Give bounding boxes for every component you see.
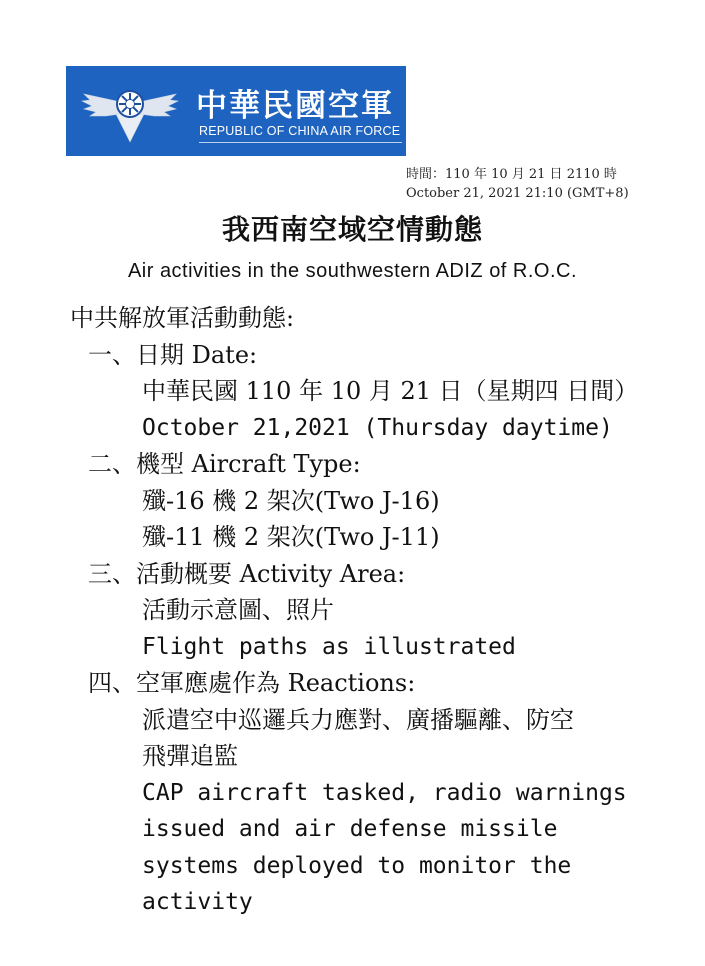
- timestamp-en: October 21, 2021 21:10 (GMT+8): [406, 186, 629, 201]
- date-en: October 21,2021 (Thursday daytime): [142, 414, 613, 441]
- reactions-en: activity: [142, 889, 253, 915]
- activity-area-zh: 活動示意圖、照片: [142, 596, 334, 624]
- reactions-zh: 派遣空中巡邏兵力應對、廣播驅離、防空: [142, 705, 574, 734]
- timestamp-block: [406, 165, 629, 203]
- rocaf-logo-banner: [66, 66, 406, 156]
- logo-english-text: REPUBLIC OF CHINA AIR FORCE: [199, 124, 401, 138]
- page-title-en: Air activities in the southwestern ADIZ of R.O.C.: [127, 260, 578, 282]
- reactions-en: systems deployed to monitor the: [142, 852, 572, 879]
- page-title-zh: 我西南空域空情動態: [221, 213, 483, 246]
- logo-chinese-text: 中華民國空軍: [196, 88, 394, 124]
- timestamp-zh: 時間：110 年 10 月 21 日 2110 時: [406, 167, 617, 182]
- activity-area-en: Flight paths as illustrated: [142, 633, 516, 660]
- aircraft-type-item: 殲-16 機 2 架次(Two J-16): [142, 486, 440, 515]
- date-zh: 中華民國 110 年 10 月 21 日（星期四 日間）: [142, 377, 639, 405]
- aircraft-type-item: 殲-11 機 2 架次(Two J-11): [142, 523, 440, 551]
- reactions-zh: 飛彈追監: [142, 742, 238, 770]
- activity-area-label: 三、活動概要 Activity Area:: [88, 559, 406, 588]
- aircraft-type-label: 二、機型 Aircraft Type:: [88, 450, 361, 478]
- air-force-emblem-icon: [80, 74, 180, 148]
- section-heading: 中共解放軍活動動態:: [70, 304, 295, 332]
- reactions-en: CAP aircraft tasked, radio warnings: [142, 779, 627, 806]
- reactions-label: 四、空軍應處作為 Reactions:: [88, 669, 416, 697]
- report-body: [0, 300, 705, 921]
- reactions-en: issued and air defense missile: [142, 816, 558, 842]
- date-label: 一、日期 Date:: [88, 340, 258, 369]
